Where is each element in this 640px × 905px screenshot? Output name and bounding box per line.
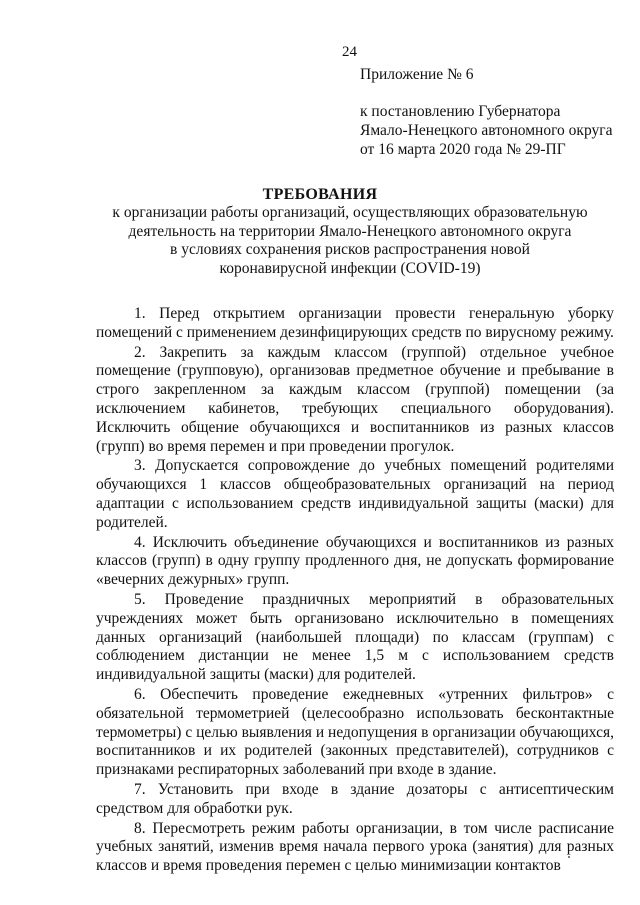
- decree-reference: [360, 102, 620, 159]
- requirement-paragraph: 8. Пересмотреть режим работы организации, в том числе расписание учебных занятий, изменив время начала первого урока (занятия) для разных классов и время проведения перемен с целью минимизации контактов: [96, 819, 614, 875]
- subtitle-line: деятельность на территории Ямало-Ненецкого автономного округа: [128, 222, 572, 240]
- page-number: 24: [342, 44, 357, 60]
- decree-line: к постановлению Губернатора: [360, 103, 561, 120]
- subtitle-line: к организации работы организаций, осуществляющих образовательную: [112, 204, 588, 221]
- requirement-paragraph: 7. Установить при входе в здание дозаторы с антисептическим средством для обработки рук.: [96, 780, 614, 817]
- scan-speck: [568, 856, 570, 858]
- requirement-paragraph: 5. Проведение праздничных мероприятий в образовательных учреждениях может быть организовано исключительно в помещениях данных организаций (наибольшей площади) по классам (группам) с соблюдением дистанции не менее 1,5 м с использованием средств индивидуальной защиты (маски) для родителей.: [96, 590, 614, 684]
- decree-line: Ямало-Ненецкого автономного округа: [360, 122, 613, 139]
- requirement-paragraph: 1. Перед открытием организации провести генеральную уборку помещений с применением дезинфицирующих средств по вирусному режиму.: [96, 305, 614, 341]
- subtitle-line: в условиях сохранения рисков распространения новой: [170, 241, 530, 258]
- document-subtitle: [0, 204, 640, 278]
- requirement-paragraph: 2. Закрепить за каждым классом (группой) отдельное учебное помещение (групповую), организовав предметное обучение и пребывание в строго закрепленном за каждым классом (группой) помещении (за исключением кабинетов, требующих специального оборудования). Исключить общение обучающихся и воспитанников из разных классов (групп) во время перемен и при проведении прогулок.: [96, 343, 614, 455]
- document-title: ТРЕБОВАНИЯ: [262, 186, 378, 203]
- subtitle-line: коронавирусной инфекции (COVID-19): [219, 259, 481, 277]
- appendix-label: Приложение № 6: [360, 66, 474, 83]
- decree-line: от 16 марта 2020 года № 29-ПГ: [360, 141, 566, 158]
- requirements-body: [96, 305, 614, 877]
- requirement-paragraph: 4. Исключить объединение обучающихся и воспитанников из разных классов (групп) в одну группу продленного дня, не допускать формирование «вечерних дежурных» групп.: [96, 533, 614, 589]
- requirement-paragraph: 6. Обеспечить проведение ежедневных «утренних фильтров» с обязательной термометрией (целесообразно использовать бесконтактные термометры) с целью выявления и недопущения в организации обучающихся, воспитанников и их родителей (законных представителей), сотрудников с признаками респираторных заболеваний при входе в здание.: [96, 685, 614, 779]
- requirement-paragraph: 3. Допускается сопровождение до учебных помещений родителями обучающихся 1 классов общеобразовательных организаций на период адаптации с использованием средств индивидуальной защиты (маски) для родителей.: [96, 457, 614, 531]
